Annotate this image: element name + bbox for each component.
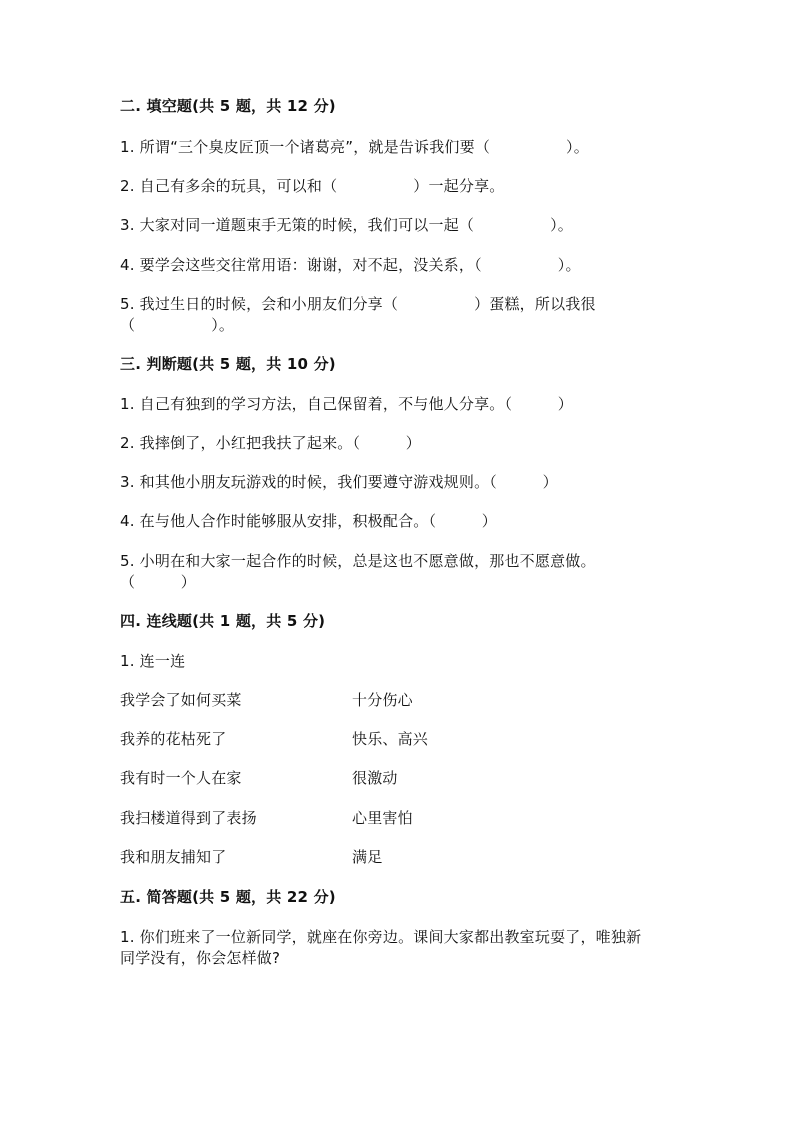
matching-right-item: 满足 [352, 848, 383, 866]
fill-blank-q5-line2: （ ）。 [120, 316, 235, 334]
fill-blank-q3: 3. 大家对同一道题束手无策的时候，我们可以一起（ ）。 [120, 216, 573, 234]
true-false-q3: 3. 和其他小朋友玩游戏的时候，我们要遵守游戏规则。（ ） [120, 473, 558, 491]
matching-prompt: 1. 连一连 [120, 652, 186, 670]
matching-right-item: 心里害怕 [352, 809, 413, 827]
matching-heading: 四. 连线题(共 1 题，共 5 分) [120, 612, 326, 630]
matching-right-item: 快乐、高兴 [352, 730, 429, 748]
true-false-q5-line2: （ ） [120, 573, 197, 591]
matching-left-item: 我有时一个人在家 [120, 769, 242, 787]
true-false-q2: 2. 我摔倒了，小红把我扶了起来。（ ） [120, 434, 421, 452]
matching-left-item: 我学会了如何买菜 [120, 691, 242, 709]
fill-blank-q5-line1: 5. 我过生日的时候，会和小朋友们分享（ ）蛋糕，所以我很 [120, 295, 596, 313]
matching-right-item: 很激动 [352, 769, 398, 787]
short-answer-q1-line2: 同学没有，你会怎样做? [120, 949, 281, 967]
matching-left-item: 我扫楼道得到了表扬 [120, 809, 257, 827]
true-false-q1: 1. 自己有独到的学习方法，自己保留着，不与他人分享。（ ） [120, 395, 573, 413]
fill-blank-q2: 2. 自己有多余的玩具，可以和（ ）一起分享。 [120, 177, 505, 195]
fill-blank-q1: 1. 所谓“三个臭皮匠顶一个诸葛亮”，就是告诉我们要（ ）。 [120, 138, 589, 156]
short-answer-heading: 五. 简答题(共 5 题，共 22 分) [120, 888, 336, 906]
fill-blank-heading: 二. 填空题(共 5 题，共 12 分) [120, 97, 336, 115]
matching-right-item: 十分伤心 [352, 691, 413, 709]
true-false-q5-line1: 5. 小明在和大家一起合作的时候，总是这也不愿意做，那也不愿意做。 [120, 552, 596, 570]
true-false-q4: 4. 在与他人合作时能够服从安排，积极配合。（ ） [120, 512, 497, 530]
matching-left-item: 我养的花枯死了 [120, 730, 227, 748]
short-answer-q1-line1: 1. 你们班来了一位新同学，就座在你旁边。课间大家都出教室玩耍了，唯独新 [120, 928, 642, 946]
true-false-heading: 三. 判断题(共 5 题，共 10 分) [120, 355, 336, 373]
matching-left-item: 我和朋友捕知了 [120, 848, 227, 866]
fill-blank-q4: 4. 要学会这些交往常用语：谢谢，对不起，没关系，（ ）。 [120, 256, 581, 274]
